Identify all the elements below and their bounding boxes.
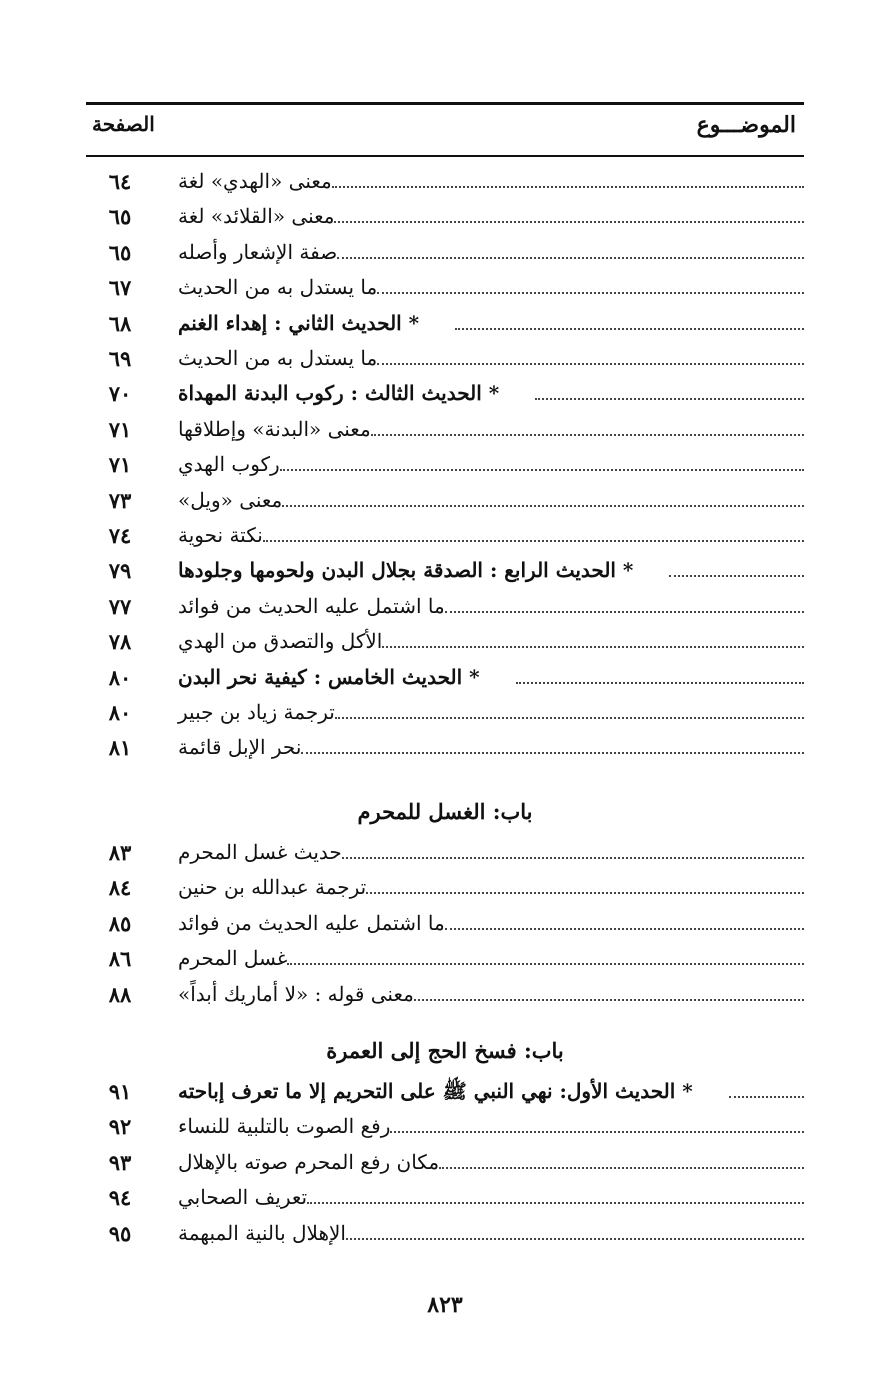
entry-line xyxy=(174,200,804,234)
entry-page-number: ٨٤ xyxy=(108,875,132,901)
dot-leader xyxy=(332,166,804,188)
entry-line xyxy=(174,165,804,199)
entry-line xyxy=(174,661,804,695)
entry-title: معنى «ويل» xyxy=(178,487,283,512)
index-entry xyxy=(86,836,804,870)
dot-leader xyxy=(307,1182,804,1204)
dot-leader xyxy=(390,1111,804,1133)
dot-leader xyxy=(516,662,804,684)
entry-line xyxy=(174,942,804,976)
entry-page-number: ٦٥ xyxy=(108,204,132,230)
dot-leader xyxy=(346,1218,804,1240)
index-entry xyxy=(86,448,804,482)
entry-title: الأكل والتصدق من الهدي xyxy=(178,629,383,654)
entry-title: تعريف الصحابي xyxy=(178,1185,308,1210)
index-entry xyxy=(86,413,804,447)
entry-page-number: ٨٨ xyxy=(108,981,132,1007)
page-number: ٨٢٣ xyxy=(427,1292,463,1318)
entry-line xyxy=(174,448,804,482)
entry-line xyxy=(174,907,804,941)
index-entry xyxy=(86,1217,804,1251)
index-entry xyxy=(86,484,804,518)
index-entry xyxy=(86,978,804,1012)
index-entry xyxy=(86,1146,804,1180)
entry-title: * الحديث الخامس : كيفية نحر البدن xyxy=(178,664,480,689)
entry-title: معنى «البدنة» وإطلاقها xyxy=(178,416,371,441)
entry-line xyxy=(174,1181,804,1215)
entry-title: نكتة نحوية xyxy=(178,523,263,547)
index-entry xyxy=(86,696,804,730)
entry-line xyxy=(174,271,804,305)
entry-line xyxy=(174,978,804,1012)
entry-line xyxy=(174,342,804,376)
entry-line xyxy=(174,307,804,341)
entry-title: غسل المحرم xyxy=(178,946,288,971)
entry-line xyxy=(174,1146,804,1180)
index-page xyxy=(86,0,804,1393)
entry-page-number: ٧١ xyxy=(108,416,132,442)
dot-leader xyxy=(382,626,804,648)
index-entry xyxy=(86,625,804,659)
entry-line xyxy=(174,1217,804,1251)
index-entry xyxy=(86,165,804,199)
index-entry xyxy=(86,1110,804,1144)
entry-title: مكان رفع المحرم صوته بالإهلال xyxy=(178,1149,440,1174)
index-entry xyxy=(86,1181,804,1215)
dot-leader xyxy=(334,201,804,223)
entry-page-number: ٨٠ xyxy=(108,664,132,690)
index-entry xyxy=(86,871,804,905)
dot-leader xyxy=(445,908,804,930)
dot-leader xyxy=(263,520,804,542)
dot-leader xyxy=(301,732,804,754)
dot-leader xyxy=(282,485,804,507)
index-entry xyxy=(86,731,804,765)
entry-page-number: ٧٤ xyxy=(108,523,132,548)
dot-leader xyxy=(335,697,804,719)
section-heading: باب: فسخ الحج إلى العمرة xyxy=(326,1038,564,1063)
page-column-header: الصفحة xyxy=(92,112,155,136)
entry-title: صفة الإشعار وأصله xyxy=(178,239,338,264)
entry-line xyxy=(174,1110,804,1144)
entry-title: نحر الإبل قائمة xyxy=(178,735,302,760)
entry-title: ما اشتمل عليه الحديث من فوائد xyxy=(178,593,445,618)
index-entry xyxy=(86,342,804,376)
entry-page-number: ٦٧ xyxy=(108,275,132,301)
index-entry xyxy=(86,590,804,624)
entry-title: معنى «القلائد» لغة xyxy=(178,204,335,229)
hadith-entry xyxy=(86,377,804,411)
dot-leader xyxy=(445,591,804,613)
dot-leader xyxy=(371,414,804,436)
index-entry xyxy=(86,236,804,270)
entry-line xyxy=(174,377,804,411)
entry-page-number: ٧١ xyxy=(108,452,132,478)
entry-page-number: ٨٠ xyxy=(108,700,132,725)
entry-line xyxy=(174,731,804,765)
dot-leader xyxy=(377,343,804,365)
entry-line xyxy=(174,413,804,447)
entry-page-number: ٧٨ xyxy=(108,629,132,655)
entry-page-number: ٩٤ xyxy=(108,1185,132,1211)
entry-line xyxy=(174,836,804,870)
index-entry xyxy=(86,519,804,553)
dot-leader xyxy=(280,449,804,471)
entry-line xyxy=(174,625,804,659)
dot-leader xyxy=(455,308,804,330)
entry-line xyxy=(174,871,804,905)
hadith-entry xyxy=(86,554,804,588)
entry-page-number: ٨٦ xyxy=(108,946,132,972)
entry-page-number: ٧٣ xyxy=(108,487,132,513)
header-rule xyxy=(86,155,804,157)
dot-leader xyxy=(414,979,804,1001)
dot-leader xyxy=(535,378,804,400)
dot-leader xyxy=(342,837,804,859)
hadith-entry xyxy=(86,1075,804,1109)
entry-line xyxy=(174,1075,804,1109)
hadith-entry xyxy=(86,307,804,341)
entry-title: حديث غسل المحرم xyxy=(178,840,342,864)
entry-line xyxy=(174,590,804,624)
entry-title: * الحديث الأول: نهي النبي ﷺ على التحريم إلا ما تعرف إباحته xyxy=(178,1079,693,1103)
dot-leader xyxy=(669,555,804,577)
entry-title: ما يستدل به من الحديث xyxy=(178,346,378,370)
entry-line xyxy=(174,696,804,730)
entry-page-number: ٧٧ xyxy=(108,593,132,619)
dot-leader xyxy=(439,1147,804,1169)
dot-leader xyxy=(337,237,804,259)
entry-title: * الحديث الرابع : الصدقة بجلال البدن ولحومها وجلودها xyxy=(178,558,634,583)
entry-title: ترجمة زياد بن جبير xyxy=(178,700,335,724)
entry-title: ركوب الهدي xyxy=(178,452,280,477)
dot-leader xyxy=(366,872,804,894)
entry-page-number: ٦٥ xyxy=(108,239,132,265)
entry-page-number: ٧٠ xyxy=(108,381,132,407)
entry-title: ما اشتمل عليه الحديث من فوائد xyxy=(178,910,445,935)
topic-column-header: الموضـــوع xyxy=(696,112,796,138)
dot-leader xyxy=(377,272,804,294)
entry-page-number: ٩٢ xyxy=(108,1114,132,1140)
entry-page-number: ٨١ xyxy=(108,735,132,761)
entry-page-number: ٦٤ xyxy=(108,169,132,194)
entry-page-number: ٩٥ xyxy=(108,1220,132,1246)
entry-title: * الحديث الثالث : ركوب البدنة المهداة xyxy=(178,381,500,406)
entry-line xyxy=(174,554,804,588)
index-entry xyxy=(86,200,804,234)
entry-title: الإهلال بالنية المبهمة xyxy=(178,1220,346,1245)
entry-page-number: ٦٩ xyxy=(108,346,132,371)
entry-title: معنى قوله : «لا أماريك أبداً» xyxy=(178,981,414,1006)
index-entry xyxy=(86,942,804,976)
entry-line xyxy=(174,484,804,518)
top-rule xyxy=(86,102,804,105)
index-entry xyxy=(86,907,804,941)
entry-page-number: ٦٨ xyxy=(108,310,132,336)
section-heading: باب: الغسل للمحرم xyxy=(357,799,533,824)
table-header xyxy=(86,112,804,150)
entry-page-number: ٩٣ xyxy=(108,1149,132,1175)
dot-leader xyxy=(729,1076,804,1098)
hadith-entry xyxy=(86,661,804,695)
entry-title: ما يستدل به من الحديث xyxy=(178,275,378,300)
entry-line xyxy=(174,236,804,270)
entry-page-number: ٨٥ xyxy=(108,910,132,936)
entry-title: رفع الصوت بالتلبية للنساء xyxy=(178,1114,391,1139)
entry-line xyxy=(174,519,804,553)
entry-page-number: ٧٩ xyxy=(108,558,132,584)
entry-page-number: ٩١ xyxy=(108,1079,132,1104)
entry-title: ترجمة عبدالله بن حنين xyxy=(178,875,367,900)
index-entry xyxy=(86,271,804,305)
entry-title: * الحديث الثاني : إهداء الغنم xyxy=(178,310,420,335)
entry-title: معنى «الهدي» لغة xyxy=(178,169,332,193)
entry-page-number: ٨٣ xyxy=(108,840,132,865)
dot-leader xyxy=(287,943,804,965)
